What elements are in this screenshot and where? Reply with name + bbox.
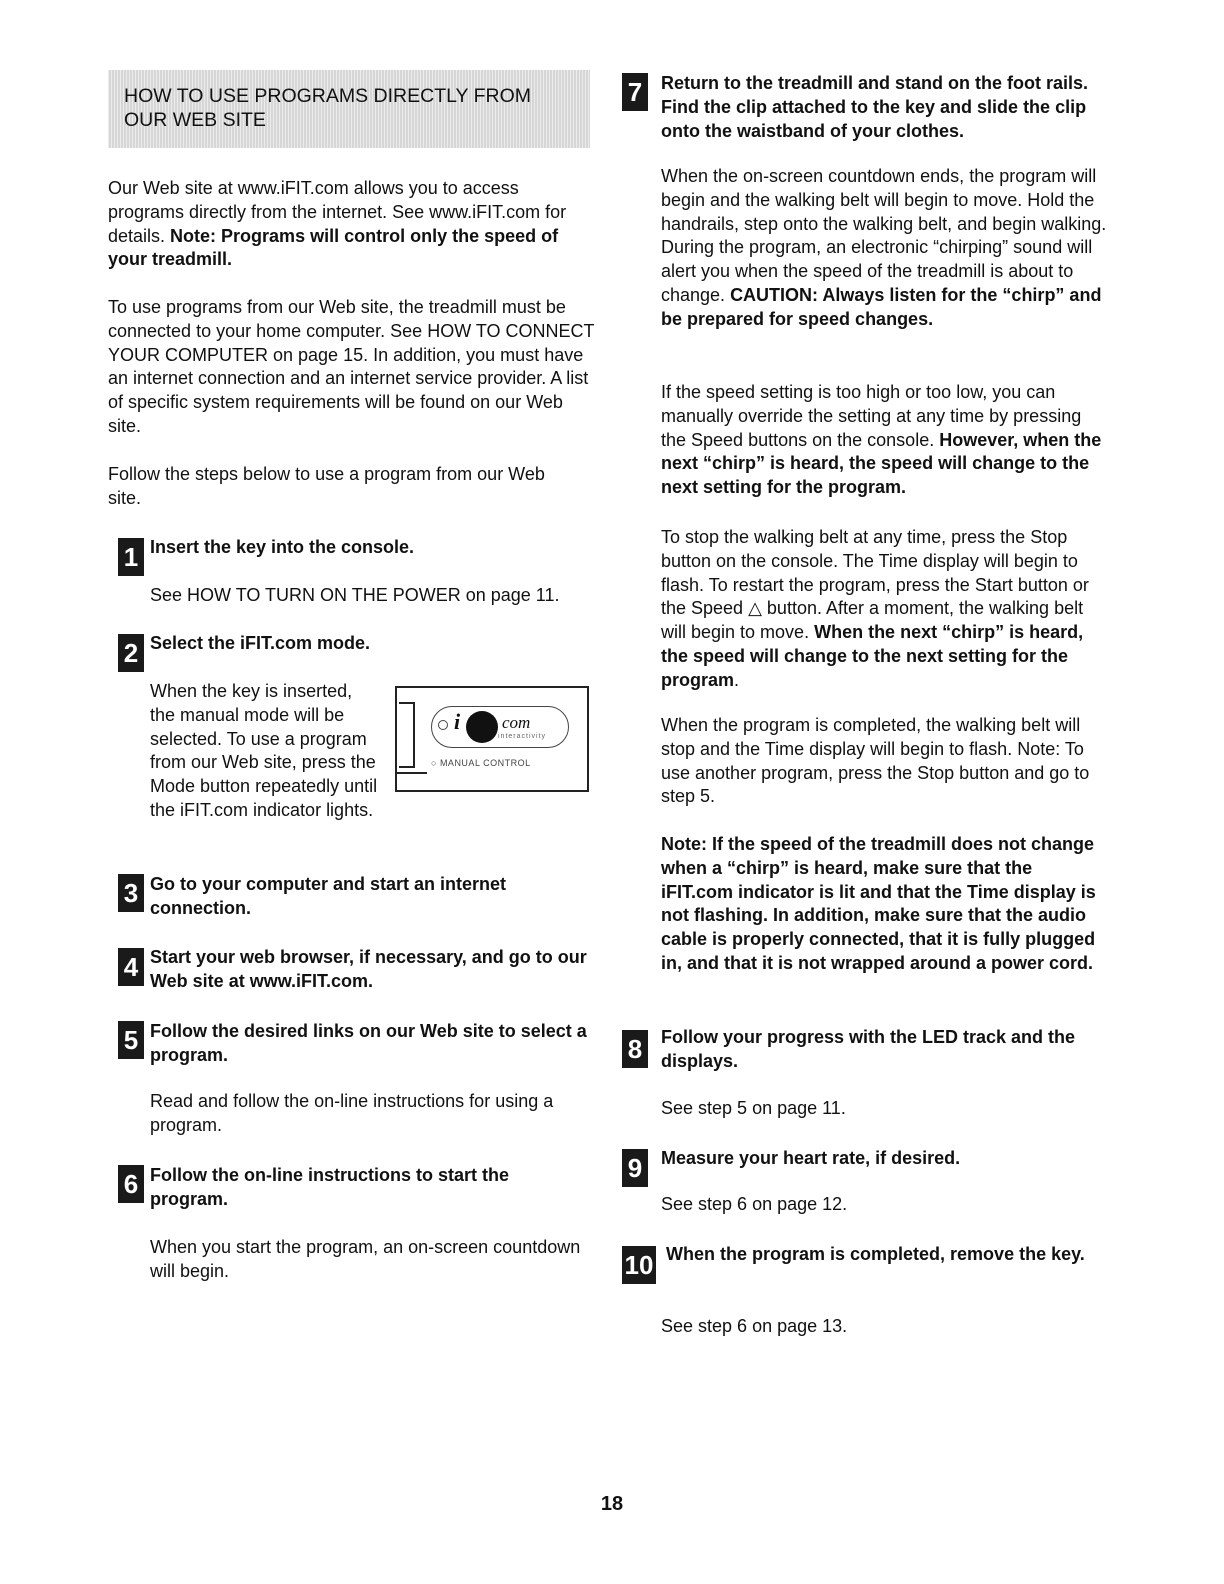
step-5-title: Follow the desired links on our Web site to select a program. (150, 1021, 587, 1065)
key-slot (399, 702, 415, 768)
step-3-title: Go to your computer and start an internet connection. (150, 874, 507, 918)
step-8-title: Follow your progress with the LED track and the displays. (661, 1027, 1076, 1071)
step-7-number: 7 (622, 73, 648, 111)
step-2-title: Select the iFIT.com mode. (150, 633, 371, 653)
step-5-number: 5 (118, 1021, 144, 1059)
step-5-body: Read and follow the on-line instructions for using a program. (150, 1091, 554, 1135)
step-8-number: 8 (622, 1030, 648, 1068)
step-2-body: When the key is inserted, the manual mode will be selected. To use a program from our Web site, press the Mode button repeatedly until the iFIT.com indicator lights. (150, 681, 378, 820)
step-3-number: 3 (118, 874, 144, 912)
step-10-title: When the program is completed, remove the key. (666, 1244, 1085, 1264)
step-7-paragraph-4: When the program is completed, the walking belt will stop and the Time display will begin to flash. Note: To use another program, press the Stop button and go to step 5. (661, 715, 1090, 807)
section-title: HOW TO USE PROGRAMS DIRECTLY FROM OUR WEB SITE (124, 85, 532, 131)
indicator-light-icon (438, 720, 448, 730)
manual-control-label: ○ MANUAL CONTROL (431, 758, 531, 768)
step-7-note: Note: If the speed of the treadmill does not change when a “chirp” is heard, make sure that the iFIT.com indicator is lit and that the Time display is not flashing. In addition, make sure that the audio cable is properly connected, that it is fully plugged in, and that it is not wrapped around a power cord. (661, 834, 1096, 973)
step-1-title: Insert the key into the console. (150, 537, 415, 557)
page-number: 18 (600, 1493, 624, 1515)
step-6-body: When you start the program, an on-screen countdown will begin. (150, 1237, 581, 1281)
step-9-title: Measure your heart rate, if desired. (661, 1148, 961, 1168)
step-9-number: 9 (622, 1149, 648, 1187)
step-1-number: 1 (118, 538, 144, 576)
intro-paragraph-3: Follow the steps below to use a program from our Web site. (108, 464, 545, 508)
step-2-number: 2 (118, 634, 144, 672)
intro-paragraph-1 (108, 177, 588, 272)
step-7-paragraph-3: To stop the walking belt at any time, press the Stop button on the console. The Time display will begin to flash. To restart the program, press the Start button or the Speed △ button. After a moment, the walking belt will begin to move. When the next “chirp” is heard, the speed will change to the next setting for the program. (661, 527, 1089, 690)
step-4-number: 4 (118, 948, 144, 986)
step-7-title: Return to the treadmill and stand on the foot rails. Find the clip attached to the key and slide the clip onto the waistband of your clothes. (661, 73, 1089, 141)
intro-paragraph-2: To use programs from our Web site, the treadmill must be connected to your home computer. See HOW TO CONNECT YOUR COMPUTER on page 15. In addition, you must have an internet connection and an internet service provider. A list of specific system requirements will be found on our Web site. (108, 297, 595, 436)
intro-note: Note: Programs will control only the speed of your treadmill. (108, 225, 559, 270)
step-7-paragraph-1: When the on-screen countdown ends, the program will begin and the walking belt will begin to move. Hold the handrails, step onto the walking belt, and begin walking. During the program, an electronic “chirping” sound will alert you when the speed of the treadmill is about to change. CAUTION: Always listen for the “chirp” and be prepared for speed changes. (661, 166, 1107, 329)
intro-text: Our Web site at www.iFIT.com allows you to access programs directly from the internet. See www.iFIT.com for details. (108, 178, 567, 246)
step-6-title: Follow the on-line instructions to start the program. (150, 1165, 509, 1209)
step-8-body: See step 5 on page 11. (661, 1098, 846, 1118)
console-panel-illustration (395, 686, 589, 792)
caution-text: CAUTION: Always listen for the “chirp” and be prepared for speed changes. (661, 284, 1102, 329)
step-10-number: 10 (622, 1246, 656, 1284)
step-1-body: See HOW TO TURN ON THE POWER on page 11. (150, 585, 560, 605)
step-9-body: See step 6 on page 12. (661, 1194, 848, 1214)
step-10-body: See step 6 on page 13. (661, 1316, 848, 1336)
step-7-paragraph-2: If the speed setting is too high or too low, you can manually override the setting at any time by pressing the Speed buttons on the console. However, when the next “chirp” is heard, the speed will change to the next setting for the program. (661, 382, 1102, 498)
step-4-title: Start your web browser, if necessary, and go to our Web site at www.iFIT.com. (150, 947, 587, 991)
step-6-number: 6 (118, 1165, 144, 1203)
ifit-logo: i com interactivity (431, 706, 569, 748)
